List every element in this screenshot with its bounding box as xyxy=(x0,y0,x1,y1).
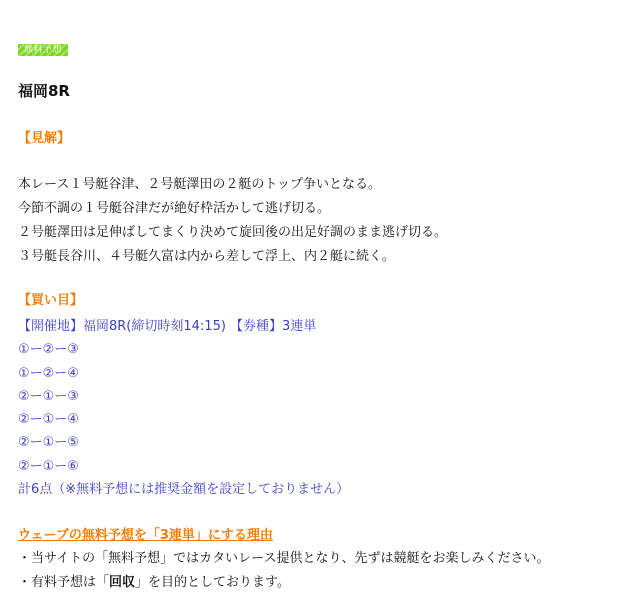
analysis-paragraph xyxy=(18,173,447,269)
free-prediction-badge: 無料予想 xyxy=(18,44,68,56)
reason-list xyxy=(18,547,549,595)
article-content xyxy=(18,0,618,612)
race-info: 【開催地】福岡8R(締切時刻14:15) 【券種】3連単 xyxy=(18,319,317,334)
analysis-line: ２号艇澤田は足伸ばしてまくり決めて旋回後の出足好調のまま逃げ切る。 xyxy=(18,225,448,240)
reason-bullet-suffix: 」を目的としております。 xyxy=(135,575,290,590)
bets-total: 計6点（※無料予想には推奨金額を設定しておりません） xyxy=(18,482,350,498)
reason-heading: ウェーブの無料予想を「3連単」にする理由 xyxy=(18,528,273,543)
reason-bullet xyxy=(18,571,549,595)
bets-heading: 【買い目】 xyxy=(18,293,84,308)
bet-item: ②ー①ー③ xyxy=(18,388,79,404)
bets-block xyxy=(18,315,349,501)
reason-bullet: ・当サイトの「無料予想」ではカタいレース提供となり、先ずは競艇をお楽しみください。 xyxy=(18,551,550,566)
analysis-line: ３号艇長谷川、４号艇久富は内から差して浮上、内２艇に続く。 xyxy=(18,249,395,264)
page-title: 福岡8R xyxy=(18,82,70,100)
analysis-heading: 【見解】 xyxy=(18,131,71,146)
bet-item: ②ー①ー④ xyxy=(18,412,79,428)
analysis-line: 今節不調の１号艇谷津だが絶好枠活かして逃げ切る。 xyxy=(18,201,331,216)
reason-bullet-bold: 回収 xyxy=(109,575,136,590)
bet-item: ①ー②ー④ xyxy=(18,365,79,381)
reason-bullet-prefix: ・有料予想は「 xyxy=(18,575,110,590)
analysis-line: 本レース１号艇谷津、２号艇澤田の２艇のトップ争いとなる。 xyxy=(18,177,381,192)
bet-item: ②ー①ー⑤ xyxy=(18,435,79,451)
bet-item: ②ー①ー⑥ xyxy=(18,458,79,474)
bet-item: ①ー②ー③ xyxy=(18,342,79,358)
